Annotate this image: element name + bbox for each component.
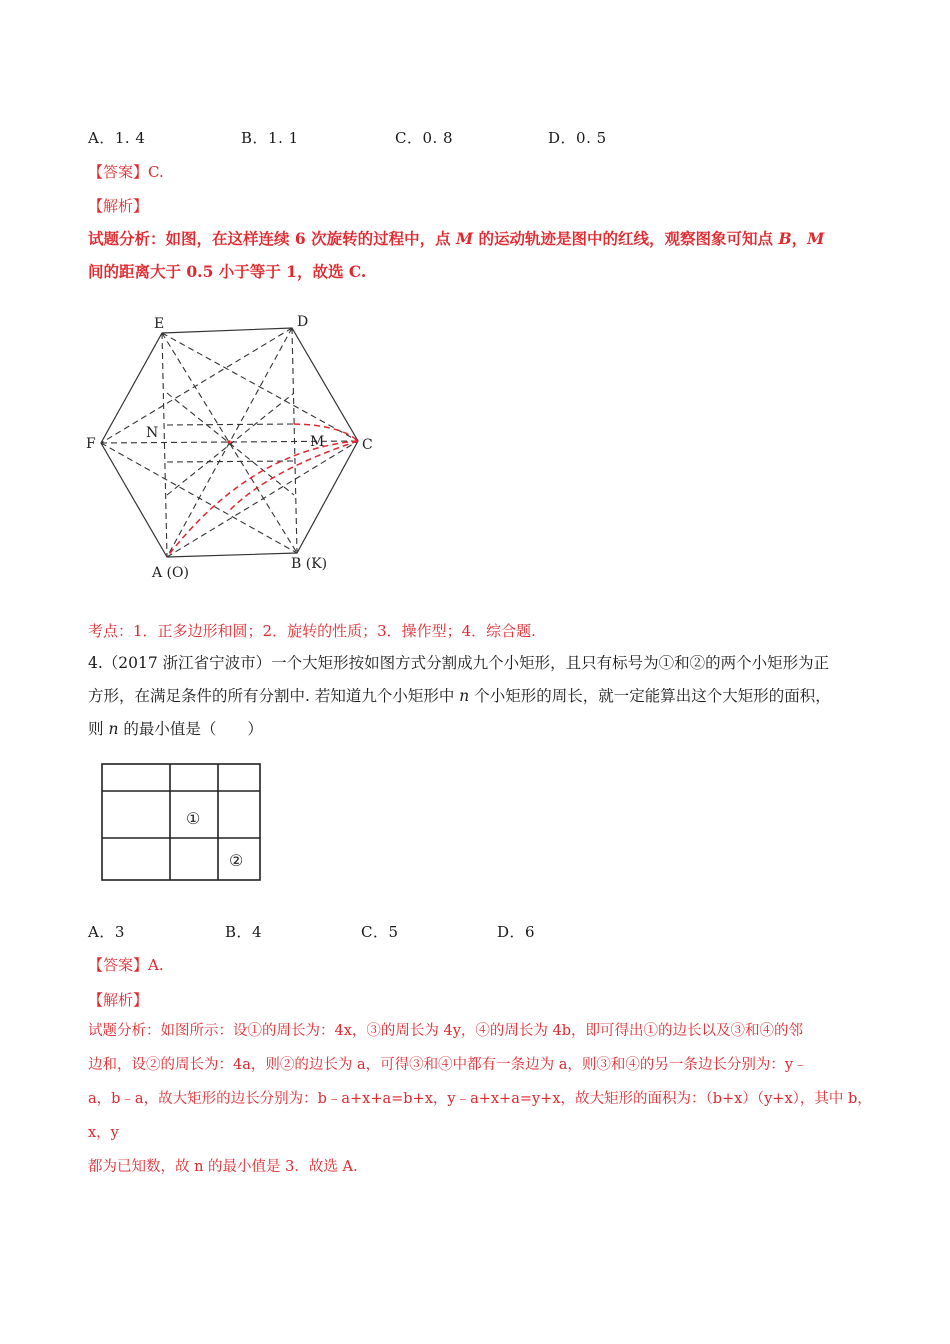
q4-stem-line1: 4.（2017 浙江省宁波市）一个大矩形按如图方式分割成九个小矩形，且只有标号为①和②的两个小矩形为正 bbox=[88, 654, 830, 672]
answer-tag: 【答案】 bbox=[88, 956, 149, 974]
q4-option-d: D．6 bbox=[497, 923, 536, 941]
q3-analysis-line2: 间的距离大于 0.5 小于等于 1，故选 C. bbox=[88, 262, 367, 281]
q3-keypoints: 考点：1．正多边形和圆；2．旋转的性质；3．操作型；4．综合题. bbox=[88, 622, 536, 640]
q3-option-c: C．0. 8 bbox=[395, 129, 454, 147]
q4-analysis bbox=[88, 1014, 878, 1184]
label-circled-2: ② bbox=[229, 851, 244, 870]
q4-analysis-line4: 都为已知数，故 n 的最小值是 3．故选 A. bbox=[88, 1159, 358, 1175]
label-n: N bbox=[146, 425, 159, 441]
q3-analysis bbox=[88, 222, 878, 288]
q3-option-d: D．0. 5 bbox=[548, 129, 607, 147]
answer-value: C. bbox=[148, 163, 164, 181]
q3-analysis-tag: 【解析】 bbox=[88, 197, 149, 215]
rectangle-grid-figure bbox=[100, 762, 264, 882]
label-a: A (O) bbox=[152, 565, 189, 581]
label-f: F bbox=[86, 436, 96, 452]
label-m: M bbox=[310, 434, 325, 450]
q4-stem-line2: 方形，在满足条件的所有分割中. 若知道九个小矩形中 n 个小矩形的周长，就一定能算出这个大矩形的面积， bbox=[88, 687, 831, 705]
label-d: D bbox=[297, 314, 309, 330]
q4-stem-line3: 则 n 的最小值是（ ） bbox=[88, 720, 263, 738]
label-e: E bbox=[154, 316, 165, 332]
q4-analysis-line1: 试题分析：如图所示：设①的周长为：4x，③的周长为 4y，④的周长为 4b，即可得出①的边长以及③和④的邻 bbox=[88, 1023, 804, 1039]
q3-analysis-line1: 试题分析：如图，在这样连续 6 次旋转的过程中，点 M 的运动轨迹是图中的红线，观察图象可知点 B，M bbox=[88, 229, 825, 248]
answer-value: A. bbox=[148, 956, 164, 974]
label-circled-1: ① bbox=[186, 809, 201, 828]
q4-analysis-line2: 边和，设②的周长为：4a，则②的边长为 a，可得③和④中都有一条边为 a，则③和④的另一条边长分别为：y﹣ bbox=[88, 1057, 808, 1073]
q4-answer bbox=[88, 954, 164, 975]
q4-option-c: C．5 bbox=[361, 923, 399, 941]
q4-option-a: A．3 bbox=[88, 923, 125, 941]
label-b: B (K) bbox=[291, 556, 328, 572]
hexagon-figure bbox=[80, 305, 400, 590]
q4-analysis-line3: a，b﹣a，故大矩形的边长分别为：b﹣a+x+a=b+x，y﹣a+x+a=y+x，故大矩形的面积为：（b+x）（y+x），其中 b，x，y bbox=[88, 1091, 872, 1141]
trajectory-arc-upper bbox=[294, 424, 358, 441]
q4-stem bbox=[88, 647, 888, 746]
center-dot bbox=[227, 440, 231, 444]
q3-option-a: A．1. 4 bbox=[88, 129, 146, 147]
q4-analysis-tag: 【解析】 bbox=[88, 991, 149, 1009]
q3-option-b: B．1. 1 bbox=[241, 129, 299, 147]
answer-tag: 【答案】 bbox=[88, 163, 149, 181]
q4-option-b: B．4 bbox=[225, 923, 263, 941]
q3-answer bbox=[88, 161, 164, 182]
label-c: C bbox=[362, 437, 373, 453]
